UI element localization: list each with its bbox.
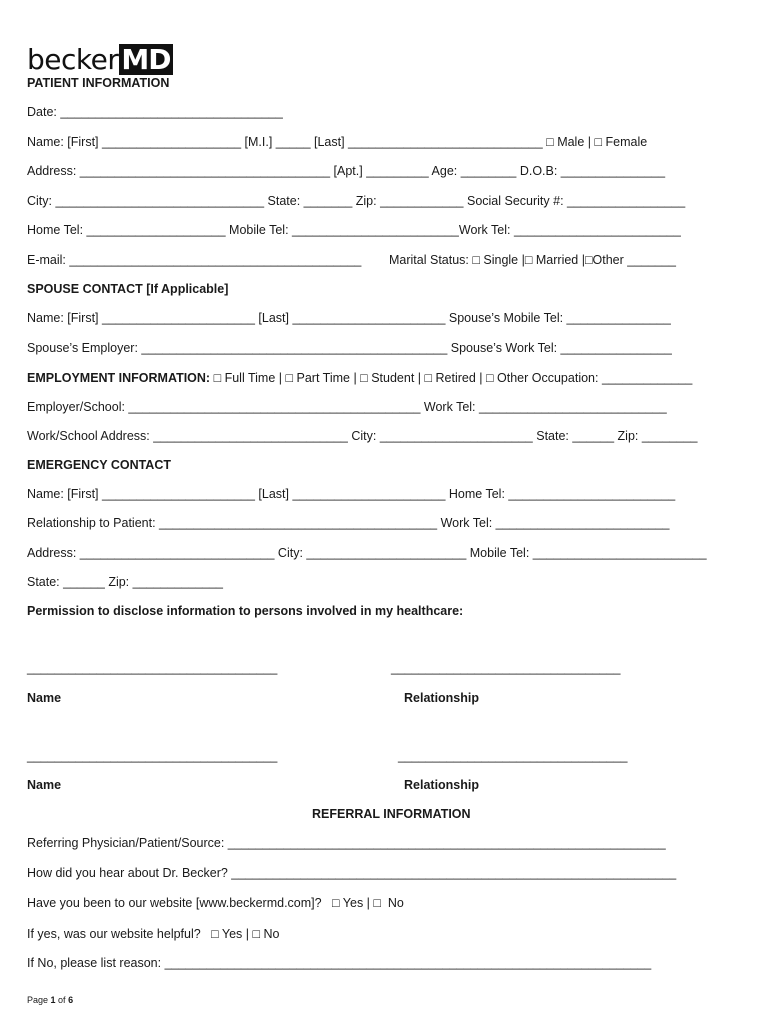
- email-field[interactable]: E-mail: __________________________________________: [27, 253, 362, 267]
- page-current: 1: [50, 995, 56, 1005]
- emergency-contact-heading: EMERGENCY CONTACT: [27, 458, 171, 472]
- marital-status-field[interactable]: Marital Status: □ Single |□ Married |□Other _______: [389, 253, 676, 267]
- emergency-relationship-field[interactable]: Relationship to Patient: ________________________________________ Work Tel: _________________________: [27, 516, 670, 530]
- relationship-label-1: Relationship: [404, 691, 480, 705]
- date-field[interactable]: Date: ________________________________: [27, 105, 283, 119]
- emergency-state-zip-field[interactable]: State: ______ Zip: _____________: [27, 575, 224, 589]
- employer-field[interactable]: Employer/School: __________________________________________ Work Tel: ___________________________: [27, 400, 667, 414]
- authorized-name-line-1[interactable]: ____________________________________: [27, 661, 278, 675]
- emergency-name-field[interactable]: Name: [First] ______________________ [Last] ______________________ Home Tel: ________________________: [27, 487, 676, 501]
- authorized-relationship-line-2[interactable]: _________________________________: [398, 749, 628, 763]
- authorized-name-line-2[interactable]: ____________________________________: [27, 749, 278, 763]
- spouse-contact-heading: SPOUSE CONTACT [If Applicable]: [27, 282, 229, 296]
- website-reason-field[interactable]: If No, please list reason: ______________________________________________________________________: [27, 956, 652, 970]
- spouse-name-field[interactable]: Name: [First] ______________________ [Last] ______________________ Spouse’s Mobile Tel: _______________: [27, 311, 671, 325]
- page-of: of: [55, 995, 69, 1005]
- website-helpful-field[interactable]: If yes, was our website helpful? □ Yes | □ No: [27, 927, 280, 941]
- employment-heading: EMPLOYMENT INFORMATION:: [27, 371, 211, 385]
- becker-md-logo: [27, 44, 173, 75]
- employment-row[interactable]: [27, 371, 692, 385]
- permission-heading: Permission to disclose information to persons involved in my healthcare:: [27, 604, 464, 618]
- emergency-address-field[interactable]: Address: ____________________________ City: _______________________ Mobile Tel: _________________________: [27, 546, 707, 560]
- spouse-employer-field[interactable]: Spouse’s Employer: ____________________________________________ Spouse’s Work Tel: ________________: [27, 341, 672, 355]
- page-title: PATIENT INFORMATION: [27, 76, 170, 90]
- authorized-relationship-line-1[interactable]: _________________________________: [391, 661, 621, 675]
- city-state-zip-field[interactable]: City: ______________________________ State: _______ Zip: ____________ Social Security #: _________________: [27, 194, 686, 208]
- website-visited-field[interactable]: Have you been to our website [www.beckermd.com]? □ Yes | □ No: [27, 896, 404, 910]
- page-number: [27, 995, 73, 1005]
- referring-source-field[interactable]: Referring Physician/Patient/Source: _______________________________________________________________: [27, 836, 666, 850]
- employment-options[interactable]: □ Full Time | □ Part Time | □ Student | □ Retired | □ Other Occupation: _____________: [210, 371, 693, 385]
- address-field[interactable]: Address: ____________________________________ [Apt.] _________ Age: ________ D.O.B: _______________: [27, 164, 666, 178]
- work-address-field[interactable]: Work/School Address: ____________________________ City: ______________________ State: ______ Zip: ________: [27, 429, 698, 443]
- referral-heading: REFERRAL INFORMATION: [312, 807, 471, 821]
- patient-name-field[interactable]: Name: [First] ____________________ [M.I.] _____ [Last] ____________________________ □ Male | □ Female: [27, 135, 648, 149]
- logo-text-becker: becker: [27, 43, 119, 76]
- phone-fields[interactable]: Home Tel: ____________________ Mobile Tel: ________________________Work Tel: ________________________: [27, 223, 681, 237]
- logo-text-md: MD: [119, 44, 173, 75]
- name-label-2: Name: [27, 778, 62, 792]
- how-heard-field[interactable]: How did you hear about Dr. Becker? ________________________________________________________________: [27, 866, 677, 880]
- relationship-label-2: Relationship: [404, 778, 480, 792]
- page-prefix: Page: [27, 995, 51, 1005]
- name-label-1: Name: [27, 691, 62, 705]
- page-total: 6: [68, 995, 74, 1005]
